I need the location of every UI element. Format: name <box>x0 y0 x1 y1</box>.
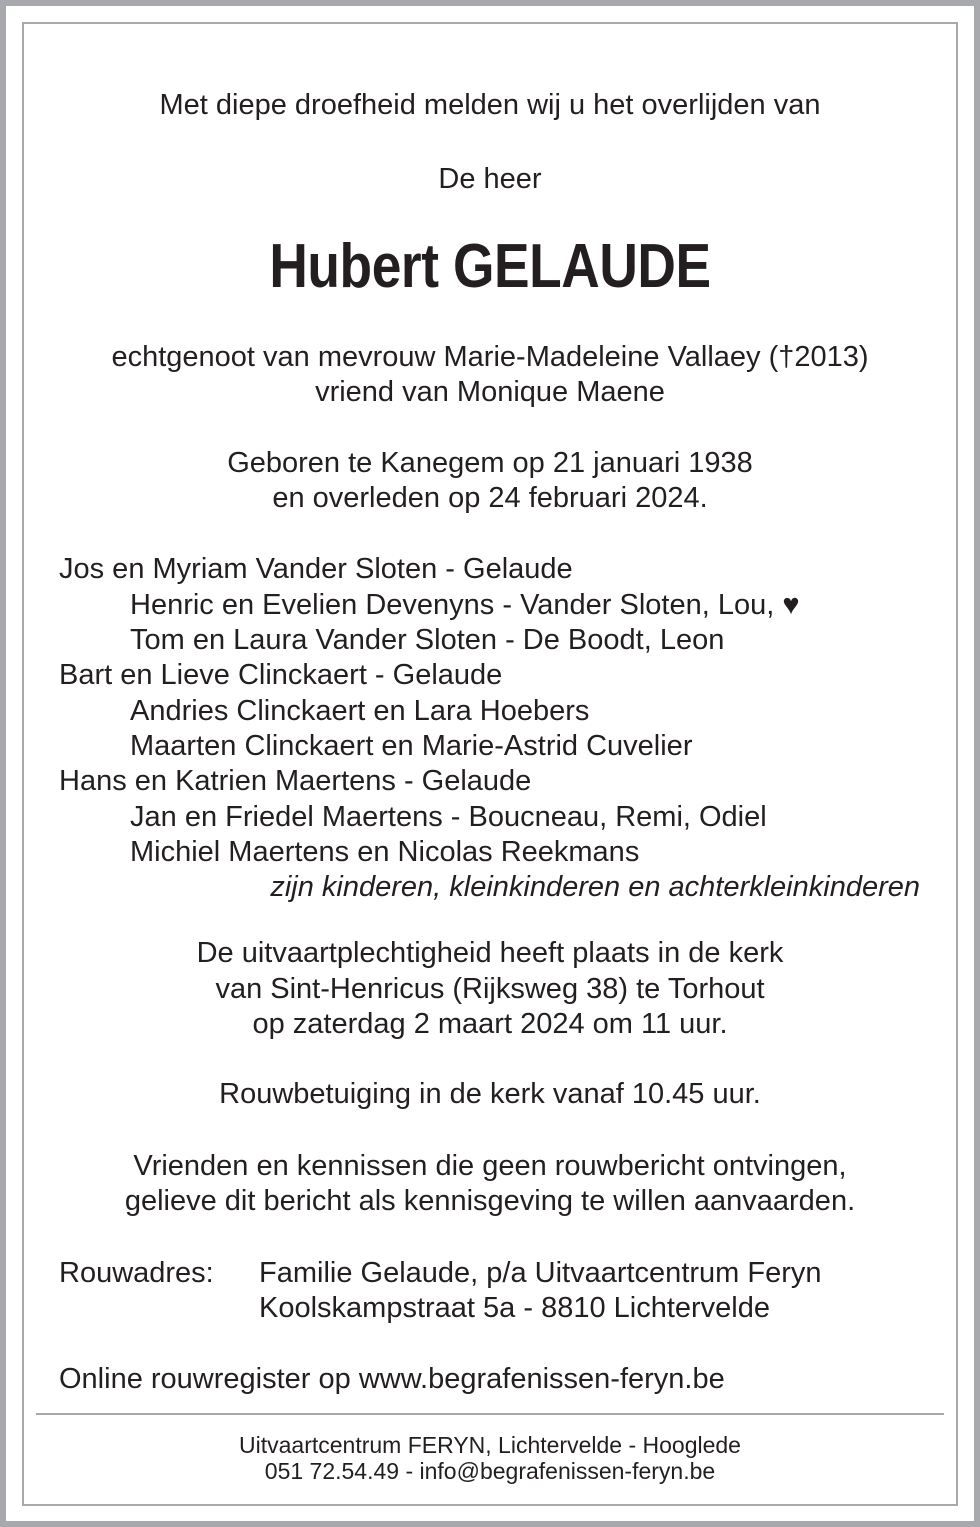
ceremony-line: De uitvaartplechtigheid heeft plaats in de kerk <box>196 937 784 969</box>
relation-spouse: echtgenoot van mevrouw Marie-Madeleine Vallaey (†2013) <box>111 341 869 373</box>
birth-line: Geboren te Kanegem op 21 januari 1938 <box>227 447 753 479</box>
address-line: Koolskampstraat 5a - 8810 Lichtervelde <box>259 1292 771 1324</box>
condolence-text: Rouwbetuiging in de kerk vanaf 10.45 uur. <box>219 1078 761 1110</box>
ceremony-line: van Sint-Henricus (Rijksweg 38) te Torhout <box>215 973 765 1005</box>
address-line: Familie Gelaude, p/a Uitvaartcentrum Feryn <box>259 1257 822 1289</box>
footer-contact: 051 72.54.49 - info@begrafenissen-feryn.be <box>264 1458 716 1484</box>
ceremony-line: op zaterdag 2 maart 2024 om 11 uur. <box>252 1008 728 1040</box>
footer-company: Uitvaartcentrum FERYN, Lichtervelde - Hooglede <box>239 1432 741 1458</box>
notice-line: gelieve dit bericht als kennisgeving te willen aanvaarden. <box>124 1185 856 1217</box>
family-line: Hans en Katrien Maertens - Gelaude <box>59 765 532 797</box>
intro-text: Met diepe droefheid melden wij u het overlijden van <box>159 89 821 121</box>
family-caption: zijn kinderen, kleinkinderen en achterkleinkinderen <box>270 871 920 903</box>
honorific: De heer <box>438 163 542 195</box>
online-register: Online rouwregister op www.begrafenissen-feryn.be <box>59 1363 725 1395</box>
family-line: Jan en Friedel Maertens - Boucneau, Remi, Odiel <box>130 801 767 833</box>
address-label: Rouwadres: <box>59 1257 214 1289</box>
family-line: Bart en Lieve Clinckaert - Gelaude <box>59 659 503 691</box>
family-line: Michiel Maertens en Nicolas Reekmans <box>130 836 640 868</box>
family-line: Maarten Clinckaert en Marie-Astrid Cuvelier <box>130 730 693 762</box>
family-line: Henric en Evelien Devenyns - Vander Sloten, Lou, ♥ <box>130 589 800 621</box>
footer-divider <box>36 1413 944 1415</box>
family-line: Tom en Laura Vander Sloten - De Boodt, Leon <box>130 624 725 656</box>
notice-line: Vrienden en kennissen die geen rouwbericht ontvingen, <box>133 1150 847 1182</box>
death-line: en overleden op 24 februari 2024. <box>272 482 708 514</box>
family-line: Jos en Myriam Vander Sloten - Gelaude <box>59 553 573 585</box>
relation-friend: vriend van Monique Maene <box>315 376 665 408</box>
deceased-name: Hubert GELAUDE <box>269 232 711 301</box>
family-line: Andries Clinckaert en Lara Hoebers <box>130 695 590 727</box>
